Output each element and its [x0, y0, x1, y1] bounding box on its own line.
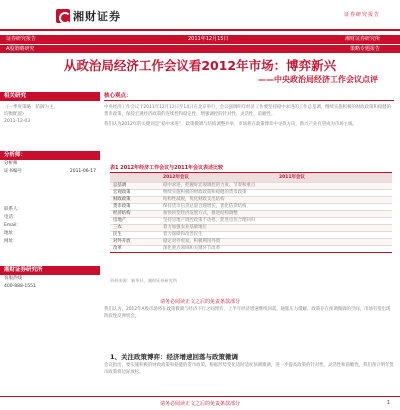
table-cell-key: 经济结构	[113, 211, 131, 216]
related-research	[0, 101, 100, 125]
report-subtitle: ——中央政治局经济工作会议点评	[258, 75, 378, 84]
hotline-number: 400-888-1551	[4, 284, 36, 289]
brand-logo	[56, 8, 121, 24]
core-view-heading: 核心观点：	[104, 92, 394, 101]
table-row	[110, 238, 392, 245]
table-cell-key: 宏观政策	[113, 190, 131, 195]
sidebar-footer	[0, 275, 100, 291]
ribbon-row-2	[0, 45, 400, 53]
sidebar-row-key: 证书编号	[4, 169, 22, 174]
table-header-cell	[110, 173, 160, 182]
header-divider	[0, 29, 400, 31]
ribbon2-right: 策略专题报告	[349, 46, 380, 52]
contact-line: 电话：	[4, 215, 18, 220]
paragraph: 会议指出，要实施积极的财政政策和稳健的货币政策，根据形势变化适时适度预调微调，进一步提高政策的针对性、灵活性和前瞻性。我们预计明年货币政策将边际放松。	[104, 363, 394, 376]
table-cell-value: 稳定对外贸易，积极利用外资	[163, 239, 221, 244]
contact-line: Email：	[4, 223, 21, 228]
sidebar-row-key: 分析师	[4, 161, 18, 166]
paragraph: 我们认为，2012年A股市场将在政策微调与经济下行之间博弈，上半年经济增速继续回落，通胀压力缓解，政策存在预调微调的空间，市场有望出现阶段性反弹机会。	[104, 307, 391, 320]
brand-name: 湘财证券	[73, 10, 121, 23]
table-cell-value: 继续实施积极的财政政策和稳健的货币政策	[163, 190, 247, 195]
ribbon1-left: 证券研究报告	[6, 36, 37, 42]
ribbon2-left: A股策略研究	[6, 46, 35, 52]
page-number: 1	[386, 400, 390, 406]
table-cell-value: 着力保障和改善民生	[163, 232, 203, 237]
contact-line: 联系人：	[4, 207, 22, 212]
table-header-cell: 2012年会议	[163, 175, 190, 180]
related-line: 均衡配置》	[4, 112, 27, 117]
sidebar-head-analyst: 分析师：	[0, 151, 100, 160]
table-source: 资料来源：新华社，湘财证券研究所	[110, 278, 178, 283]
table-row	[110, 210, 392, 217]
sidebar-row-value: 2011-06-17	[69, 169, 96, 174]
main-content	[104, 92, 394, 129]
footer-disclaimer: 请务必阅读正文之后的免责条款部分	[159, 401, 240, 407]
table-cell-key: 货币政策	[113, 204, 131, 209]
report-title: 从政治局经济工作会议看2012年市场：博弈新兴	[63, 58, 337, 73]
table-body	[110, 182, 392, 252]
table-row	[110, 182, 392, 189]
table-header	[110, 173, 392, 182]
table-header-cell: 2011年会议	[279, 175, 306, 180]
table-cell-value: 保持货币信贷总量合理增长，优化信贷结构	[163, 204, 247, 209]
table-cell-value: 稳中求进，把握好宏观调控的力度、节奏和重点	[163, 183, 256, 188]
ribbon1-right: 湘财证券研究所	[344, 36, 380, 42]
disclaimer-note: 请务必阅读正文之后的免责条款部分	[159, 299, 240, 305]
table-cell-value: 结构性减税，优化财政支出结构	[163, 197, 225, 202]
table-cell-key: 财政政策	[113, 197, 131, 202]
table-row	[110, 203, 392, 210]
contact-line: 地址：	[4, 231, 18, 236]
report-date: 2011年12月15日	[188, 36, 229, 42]
table-cell-key: 民生	[113, 232, 122, 237]
table-cell-key: 总基调	[113, 183, 127, 188]
sidebar-head-institute: 湘财证券研究所	[0, 266, 100, 275]
sidebar-row	[0, 160, 100, 168]
table-cell-key: 房地产	[113, 218, 127, 223]
table-cell-key: 三农	[113, 225, 122, 230]
contact-block	[0, 206, 100, 246]
section-subheading: 1、关注政策博弈：经济增速回落与政策微调	[110, 353, 239, 361]
brand-logo-icon	[56, 9, 70, 23]
ribbon-row-1	[0, 35, 400, 44]
table-cell-key: 对外开放	[113, 239, 131, 244]
related-line: 2011-12-03	[4, 119, 31, 124]
paragraph: 我们认为2012年的关键词是“稳中求进”，政策微调与结构调整并举，市场将在政策博弈中寻找方向，新兴产业有望成为市场主线。	[104, 122, 357, 128]
table-cell-value: 深化重点领域和关键环节改革	[163, 246, 221, 251]
table-row	[110, 231, 392, 238]
table-cell-value: 坚持房地产调控政策不动摇，促进房价合理回归	[163, 218, 256, 223]
report-type-label: 证券研究报告	[343, 12, 380, 18]
table-row	[110, 189, 392, 196]
sidebar	[0, 92, 100, 291]
contact-line: 网址：	[4, 239, 18, 244]
paragraph: 中央经济工作会议于2011年12月12日至14日在北京举行，会议强调明年经济工作要坚持稳中求进的工作总基调，继续实施积极的财政政策和稳健的货币政策，保持宏观经济政策的连续性和稳定性，增强调控的针对性、灵活性、前瞻性。	[104, 105, 391, 118]
table-row	[110, 196, 392, 203]
table-row	[110, 245, 392, 252]
related-line: 《一季度策略：防御为主，	[4, 105, 58, 110]
table-cell-value: 着力加强农业基础地位	[163, 225, 207, 230]
table-title: 表1 2012年经济工作会议与2011年会议表述比较	[110, 165, 224, 171]
report-header	[0, 0, 400, 30]
table-row	[110, 224, 392, 231]
table-cell-value: 加快转变经济发展方式，推进结构调整	[163, 211, 238, 216]
hotline-label: 客服热线：	[4, 276, 27, 281]
sidebar-row	[0, 168, 100, 176]
comparison-table	[110, 172, 392, 253]
page-footer	[0, 396, 400, 410]
table-row	[110, 217, 392, 224]
table-cell-key: 改革	[113, 246, 122, 251]
sidebar-head-related: 相关研究	[0, 92, 100, 101]
